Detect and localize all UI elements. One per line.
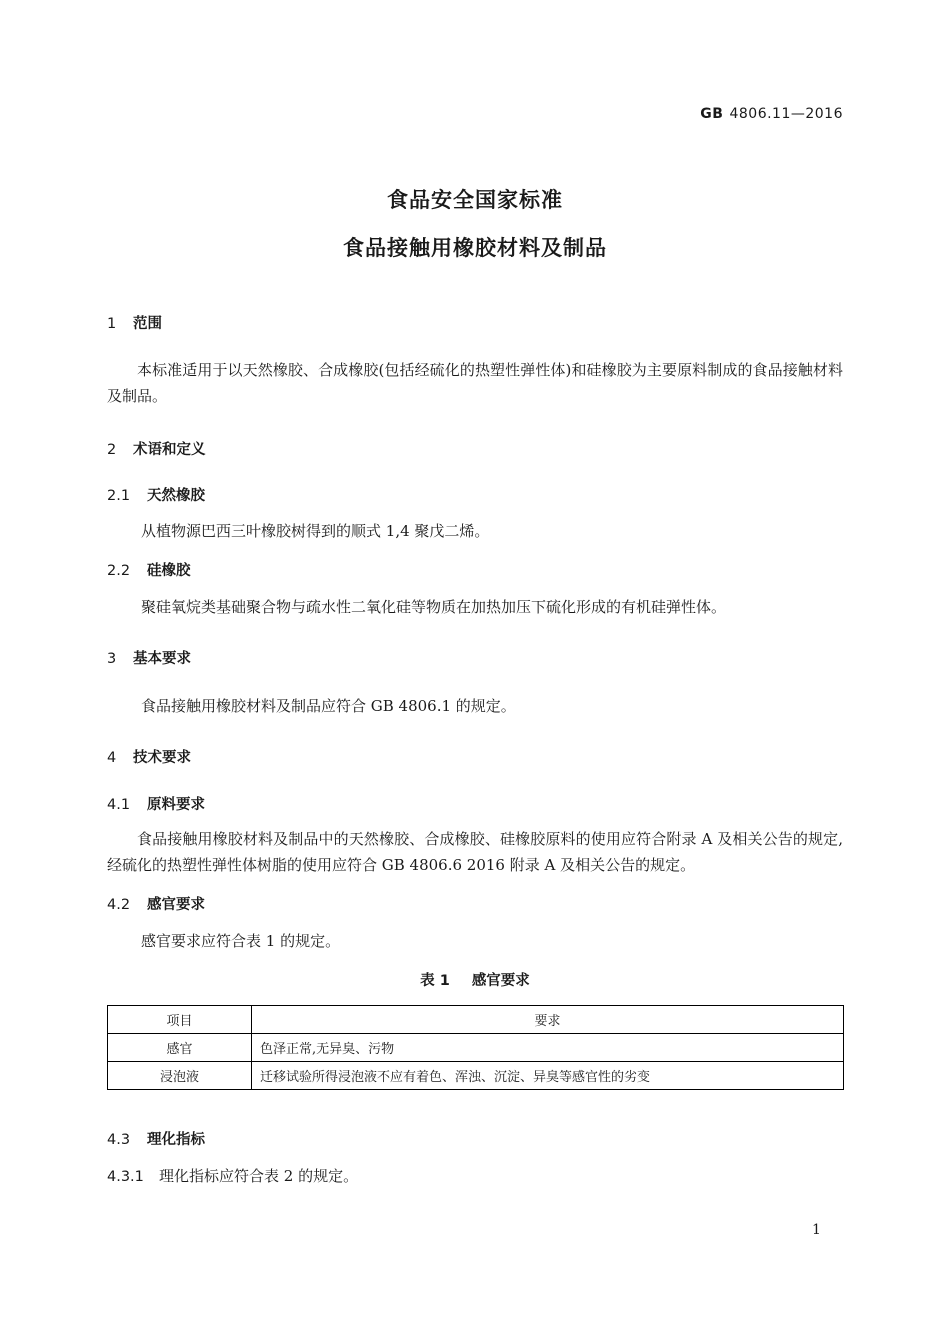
sensory-requirements-table <box>107 1005 844 1090</box>
table-caption-number: 表 1 <box>420 973 450 989</box>
section-number: 2.2 <box>107 563 131 579</box>
section-4-2-body: 感官要求应符合表 1 的规定。 <box>141 932 341 950</box>
table-cell-item: 感官 <box>108 1034 252 1062</box>
section-number: 4 <box>107 750 117 766</box>
section-2-1-body: 从植物源巴西三叶橡胶树得到的顺式 1,4 聚戊二烯。 <box>141 522 490 540</box>
section-1-body: 本标准适用于以天然橡胶、合成橡胶(包括经硫化的热塑性弹性体)和硅橡胶为主要原料制成的食品接触材料及制品。 <box>107 361 843 405</box>
section-heading-4-1 <box>107 793 205 814</box>
section-4-1-body: 食品接触用橡胶材料及制品中的天然橡胶、合成橡胶、硅橡胶原料的使用应符合附录 A 及相关公告的规定,经硫化的热塑性弹性体树脂的使用应符合 GB 4806.6 2016 附录 A 及相关公告的规定。 <box>107 830 843 874</box>
table-header-item: 项目 <box>108 1006 252 1034</box>
section-title: 硅橡胶 <box>147 563 191 579</box>
table-row <box>108 1062 844 1090</box>
clause-body: 理化指标应符合表 2 的规定。 <box>159 1167 359 1185</box>
section-2-2-body: 聚硅氧烷类基础聚合物与疏水性二氧化硅等物质在加热加压下硫化形成的有机硅弹性体。 <box>141 598 727 616</box>
table-caption <box>0 969 950 990</box>
section-heading-3 <box>107 647 191 668</box>
document-title-line2: 食品接触用橡胶材料及制品 <box>343 236 607 260</box>
standard-number <box>700 106 843 122</box>
section-title: 理化指标 <box>147 1132 205 1148</box>
table-row <box>108 1034 844 1062</box>
section-title: 术语和定义 <box>133 442 206 458</box>
section-title: 技术要求 <box>133 750 191 766</box>
page-number: 1 <box>812 1222 821 1238</box>
section-heading-4-2 <box>107 893 205 914</box>
section-number: 1 <box>107 316 117 332</box>
section-number: 2 <box>107 442 117 458</box>
section-heading-2-2 <box>107 559 191 580</box>
table-header-row <box>108 1006 844 1034</box>
section-heading-2 <box>107 438 206 459</box>
table-cell-item: 浸泡液 <box>108 1062 252 1090</box>
section-number: 4.1 <box>107 797 131 813</box>
section-title: 感官要求 <box>147 897 205 913</box>
section-number: 2.1 <box>107 488 131 504</box>
section-title: 原料要求 <box>147 797 205 813</box>
clause-number: 4.3.1 <box>107 1169 144 1185</box>
section-heading-2-1 <box>107 484 205 505</box>
standard-code: 4806.11—2016 <box>729 106 843 122</box>
table-cell-requirement: 迁移试验所得浸泡液不应有着色、浑浊、沉淀、异臭等感官性的劣变 <box>252 1062 844 1090</box>
section-number: 3 <box>107 651 117 667</box>
table-cell-requirement: 色泽正常,无异臭、污物 <box>252 1034 844 1062</box>
section-title: 基本要求 <box>133 651 191 667</box>
section-title: 天然橡胶 <box>147 488 205 504</box>
table-caption-title: 感官要求 <box>471 973 530 989</box>
section-number: 4.3 <box>107 1132 131 1148</box>
section-3-body: 食品接触用橡胶材料及制品应符合 GB 4806.1 的规定。 <box>141 697 516 715</box>
clause-4-3-1 <box>107 1165 358 1186</box>
section-number: 4.2 <box>107 897 131 913</box>
section-heading-4 <box>107 746 191 767</box>
document-title-line1: 食品安全国家标准 <box>387 188 563 212</box>
section-heading-1 <box>107 312 162 333</box>
table-header-requirement: 要求 <box>252 1006 844 1034</box>
section-title: 范围 <box>133 316 162 332</box>
section-heading-4-3 <box>107 1128 205 1149</box>
standard-prefix: GB <box>700 106 724 122</box>
